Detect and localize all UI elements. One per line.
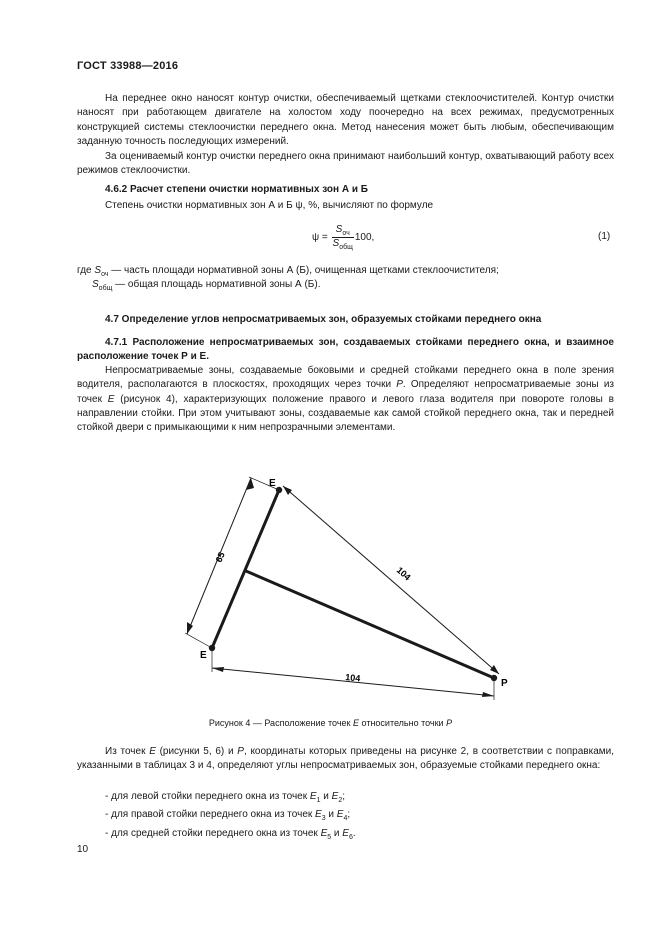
pillar-list xyxy=(105,790,356,845)
paragraph-largest-contour-text: За оцениваемый контур очистки переднего окна принимают наибольший контур, охватывающий работу всех режимов стеклоочистки. xyxy=(77,151,614,177)
label-e-bottom: E xyxy=(200,650,207,661)
dimension-104-base-label: 104 xyxy=(344,672,361,684)
label-p: P xyxy=(501,678,508,689)
list-item: - для средней стойки переднего окна из точек $E_5$ и $E_6$. xyxy=(105,827,356,841)
formula-where-1: где $S_{оч}$ — часть площади нормативной зоны А (Б), очищенная щетками стеклоочистителя; xyxy=(77,265,499,278)
paragraph-blind-zones: Непросматриваемые зоны, создаваемые боковыми и средней стойками переднего окна в поле зрения водителя, располагаются в плоскостях, проходящих через точки Р. Определяют непросматриваемые зоны из точек Е (рисунок 4), характеризующих положение правого и левого глаза водителя при повороте головы в направлении стойки. При этом учитывают зоны, создаваемые как самой стойкой переднего окна, так и передней стойкой двери с примыкающими к ним непрозрачными элементами. xyxy=(77,365,614,434)
point-p xyxy=(491,675,497,681)
formula-factor: 100, xyxy=(354,232,375,244)
paragraph-contour-text: На переднее окно наносят контур очистки, обеспечиваемый щетками стеклоочистителей. Контур очистки наносят при работающем двигателе на холостом ходу поочередно на всех режимах, предусмотренных конструкцией системы стеклоочистки переднего окна. Метод нанесения может быть любым, обеспечивающим заданную точность последующих измерений. xyxy=(77,93,614,147)
section-heading-4-7-1-text: 4.7.1 Расположение непросматриваемых зон, создаваемых стойками переднего окна, и взаимное расположение точек Р и Е. xyxy=(77,337,614,363)
formula-denominator: $S_{общ}$ xyxy=(332,238,353,251)
section-heading-4-7-text: 4.7 Определение углов непросматриваемых зон, образуемых стойками переднего окна xyxy=(105,314,542,325)
point-e-top xyxy=(276,487,282,493)
formula-where-2: $S_{общ}$ — общая площадь нормативной зоны А (Б). xyxy=(92,279,321,292)
mid-to-p-line xyxy=(246,571,494,678)
section-heading-4-6-2-text: 4.6.2 Расчет степени очистки нормативных зон А и Б xyxy=(105,184,368,195)
list-item: - для левой стойки переднего окна из точек $E_1$ и $E_2$; xyxy=(105,791,345,804)
point-e-bottom xyxy=(209,645,215,651)
label-e-top: E xyxy=(269,478,276,489)
formula-number: (1) xyxy=(598,231,611,242)
list-item: - для правой стойки переднего окна из точек $E_3$ и $E_4$; xyxy=(105,809,351,823)
formula-intro-text: Степень очистки нормативных зон А и Б ψ, %, вычисляют по формуле xyxy=(105,200,434,211)
dimension-65-label: 65 xyxy=(213,550,227,564)
paragraph-angles: Из точек Е (рисунки 5, 6) и Р, координаты которых приведены на рисунке 2, в соответствии с поправками, указанными в таблицах 3 и 4, определяют углы непросматриваемых зон, образуемые стойками переднего окна: xyxy=(77,746,614,772)
dimension-104-diagonal-line xyxy=(283,486,499,674)
formula-numerator: $S_{оч}$ xyxy=(332,224,354,238)
figure-4-caption: Рисунок 4 — Расположение точек Е относительно точки Р xyxy=(208,718,453,728)
eyes-line xyxy=(212,490,279,648)
standard-header: ГОСТ 33988—2016 xyxy=(77,60,179,72)
dimension-104-diagonal-label: 104 xyxy=(394,564,413,583)
page-number: 10 xyxy=(77,844,89,855)
formula-lhs: ψ = xyxy=(312,232,328,244)
